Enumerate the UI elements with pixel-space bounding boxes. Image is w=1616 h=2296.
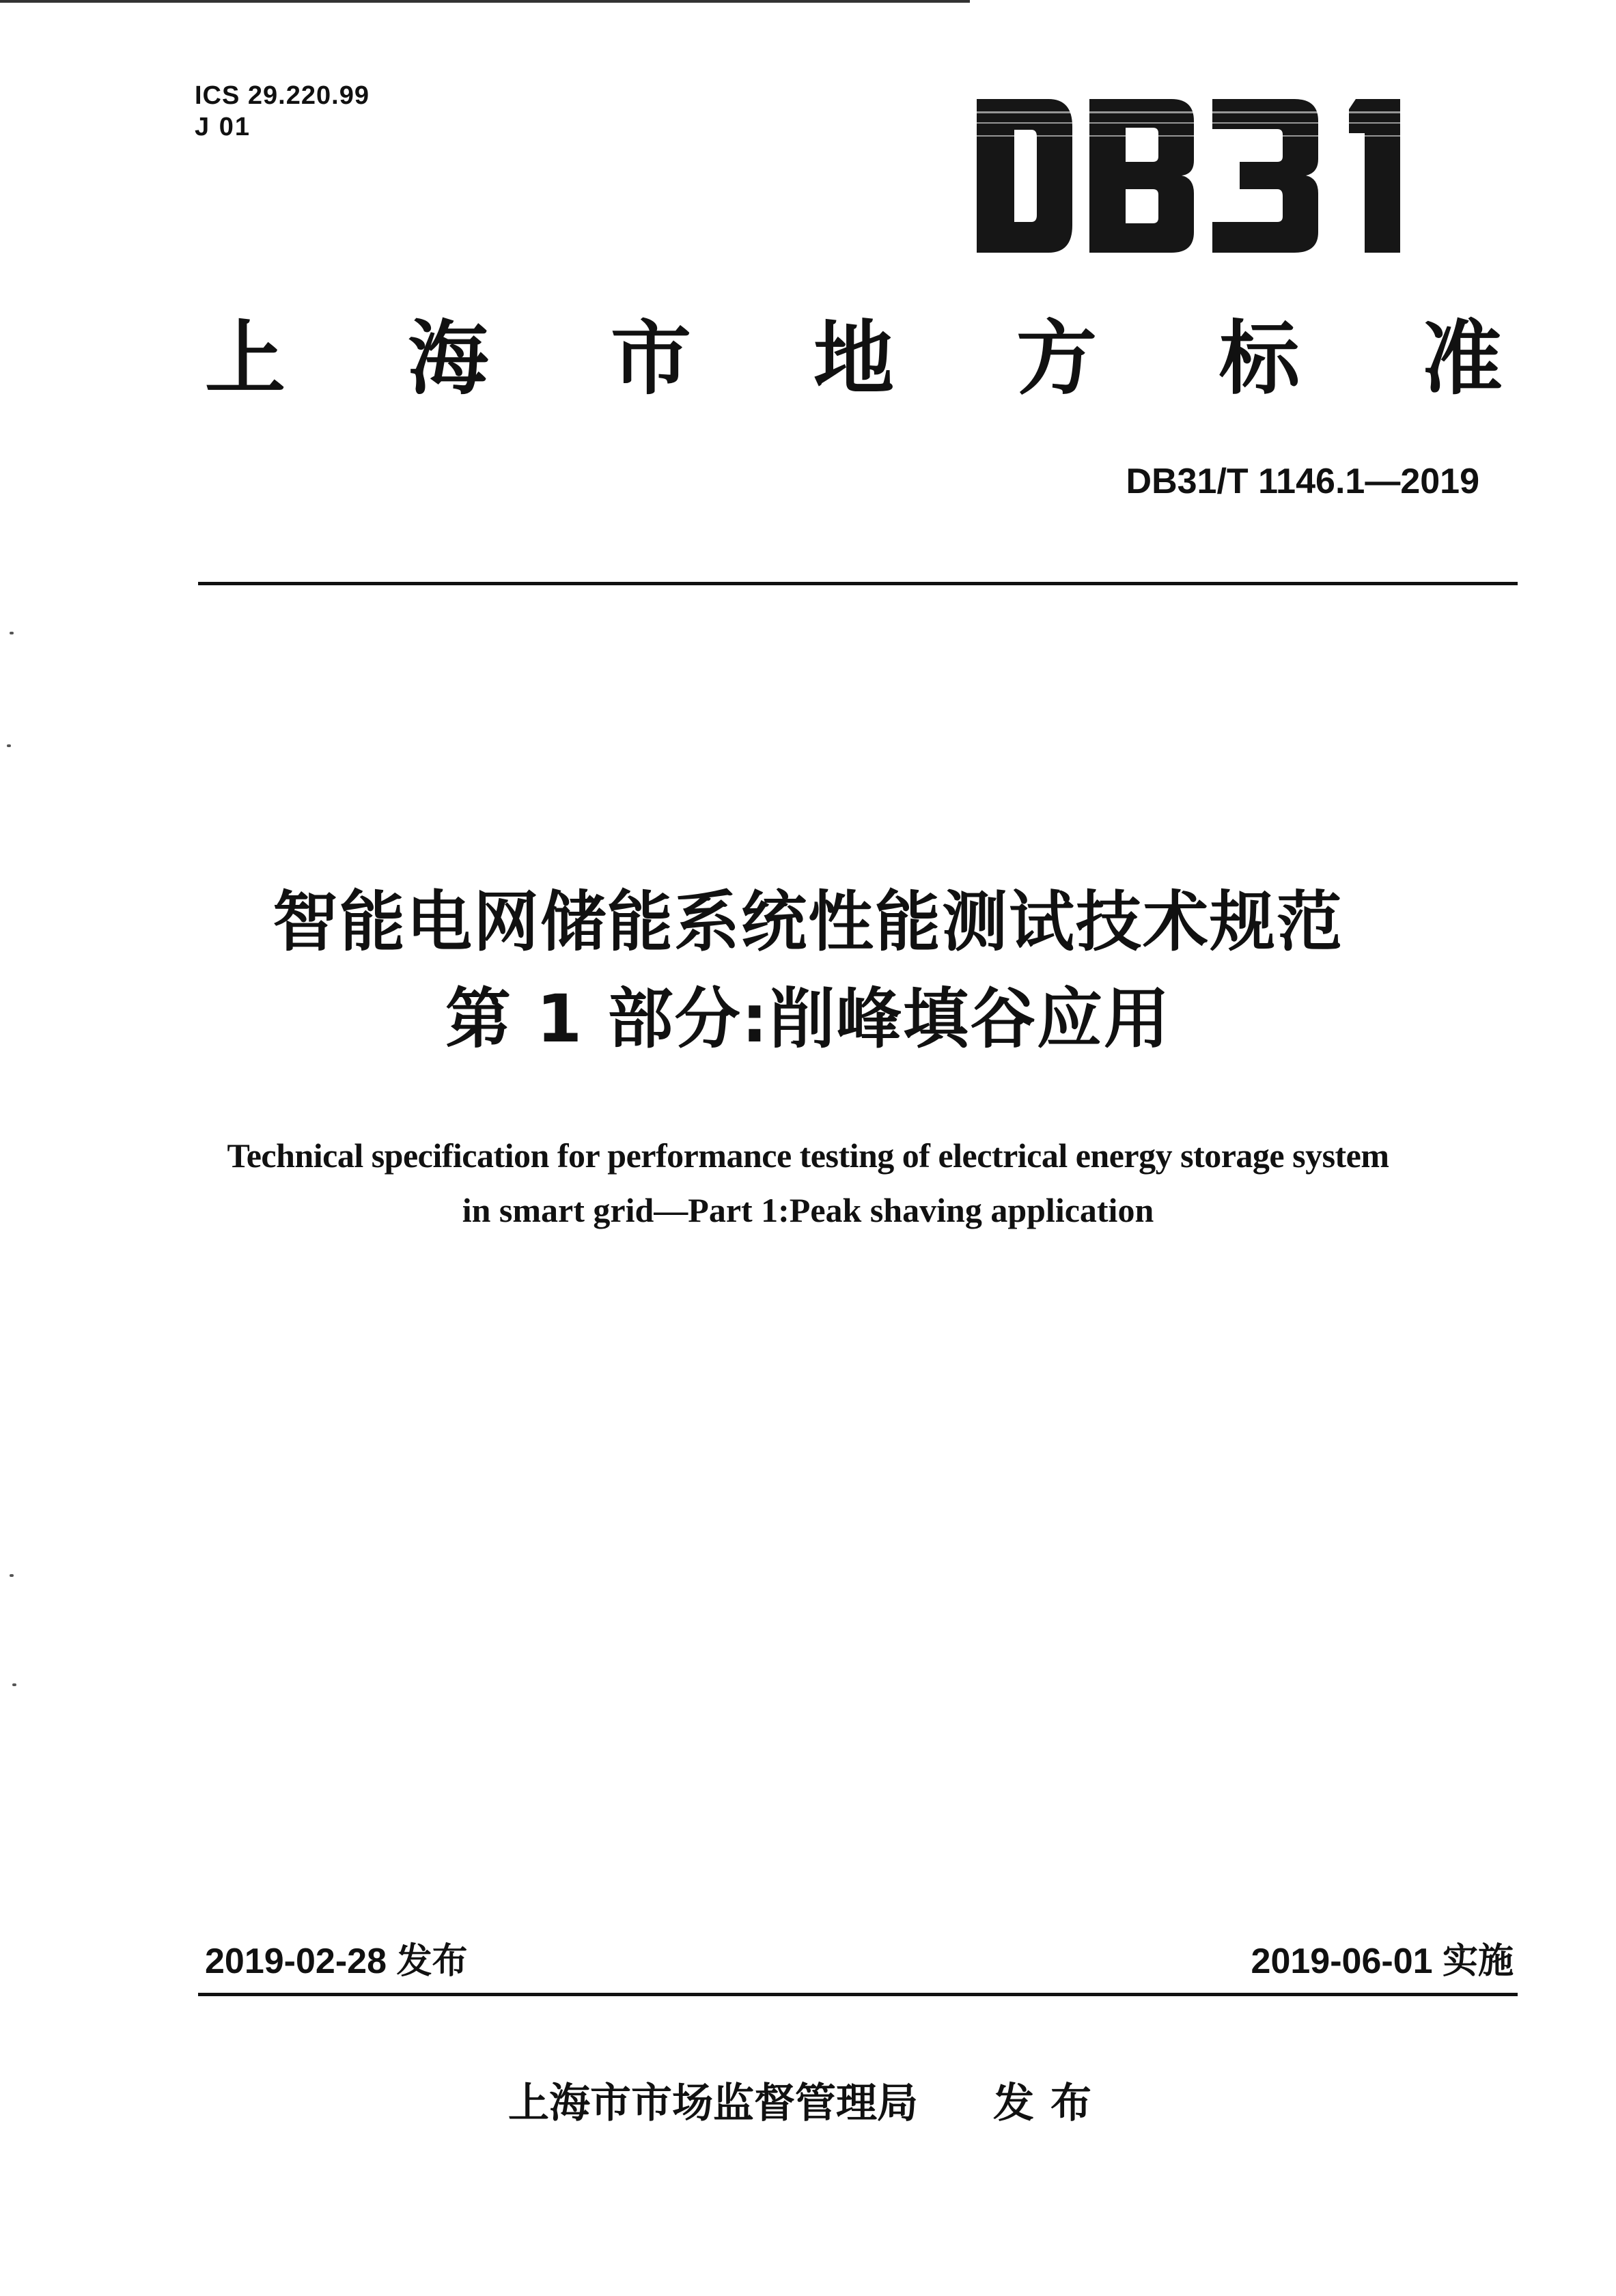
scan-edge-line xyxy=(0,0,970,3)
standard-type-char: 准 xyxy=(1421,311,1503,406)
ccs-code: J 01 xyxy=(195,113,251,141)
standard-type-char: 海 xyxy=(407,311,488,406)
standard-type-char: 上 xyxy=(205,311,286,406)
issuer-line xyxy=(0,2076,1616,2131)
title-chinese-line-1: 智能电网储能系统性能测试技术规范 xyxy=(273,884,1343,960)
standard-type-char: 地 xyxy=(813,311,894,406)
standard-number: DB31/T 1146.1—2019 xyxy=(1126,462,1479,501)
title-chinese-line-2: 第 1 部分:削峰填谷应用 xyxy=(445,981,1171,1057)
header-divider xyxy=(198,582,1518,585)
scan-speck xyxy=(12,1683,16,1686)
implementation-date: 2019-06-01 实施 xyxy=(1251,1942,1514,1981)
ics-code: ICS 29.220.99 xyxy=(195,81,370,110)
standard-type-char: 市 xyxy=(610,311,691,406)
issuer-action: 发布 xyxy=(993,2080,1108,2127)
scan-speck xyxy=(10,1574,14,1577)
issue-date: 2019-02-28 发布 xyxy=(205,1942,468,1981)
title-english-line-1: Technical specification for performance testing of electrical energy storage system xyxy=(227,1136,1389,1175)
issuer-name: 上海市市场监督管理局 xyxy=(508,2080,918,2127)
footer-divider xyxy=(198,1993,1518,1996)
standard-type-char: 标 xyxy=(1218,311,1300,406)
standard-type-char: 方 xyxy=(1016,311,1097,406)
scan-speck xyxy=(7,744,11,747)
scan-speck xyxy=(10,632,14,634)
db31-logo xyxy=(977,92,1427,263)
standard-type-heading xyxy=(205,311,1503,406)
title-english-line-2: in smart grid—Part 1:Peak shaving application xyxy=(462,1191,1154,1229)
